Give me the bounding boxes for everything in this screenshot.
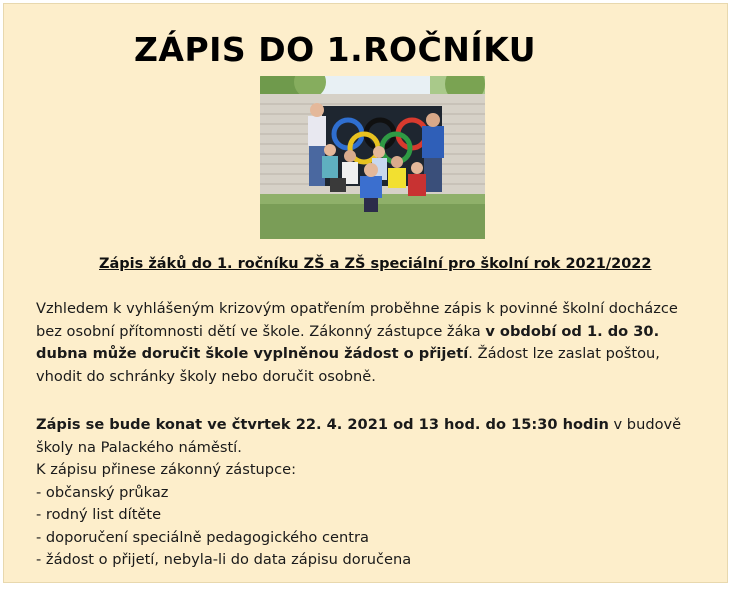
list-intro: K zápisu přinese zákonný zástupce:	[36, 461, 296, 478]
schedule-paragraph	[36, 414, 716, 459]
list-item: - občanský průkaz	[36, 483, 169, 501]
list-item: - doporučení speciálně pedagogického centra	[36, 528, 369, 546]
schedule-text: v budově školy na Palackého náměstí.	[36, 416, 682, 456]
paragraph-bold-text: v období od 1. do 30. dubna může doručit škole vyplněnou žádost o přijetí	[36, 322, 660, 362]
paragraph-text-end: . Žádost lze zaslat poštou, vhodit do schránky školy nebo doručit osobně.	[36, 345, 660, 385]
list-item: - rodný list dítěte	[36, 506, 162, 523]
list-item: - žádost o přijetí, nebyla-li do data zápisu doručena	[36, 551, 412, 568]
paragraph-text: Vzhledem k vyhlášeným krizovým opatřením proběhne zápis k povinné školní docházce bez osobní přítomnosti dětí ve škole. Zákonný zástupce žáka	[36, 300, 678, 340]
page-title: ZÁPIS DO 1.ROČNÍKU	[134, 30, 536, 69]
class-photo	[260, 76, 485, 239]
required-documents-list	[36, 482, 716, 572]
enrollment-subtitle: Zápis žáků do 1. ročníku ZŠ a ZŠ speciální pro školní rok 2021/2022	[99, 256, 652, 272]
schedule-section	[36, 414, 716, 572]
schedule-bold-text: Zápis se bude konat ve čtvrtek 22. 4. 2021 od 13 hod. do 15:30 hodin	[36, 416, 609, 433]
info-paragraph	[36, 298, 706, 388]
document-page	[3, 3, 728, 583]
